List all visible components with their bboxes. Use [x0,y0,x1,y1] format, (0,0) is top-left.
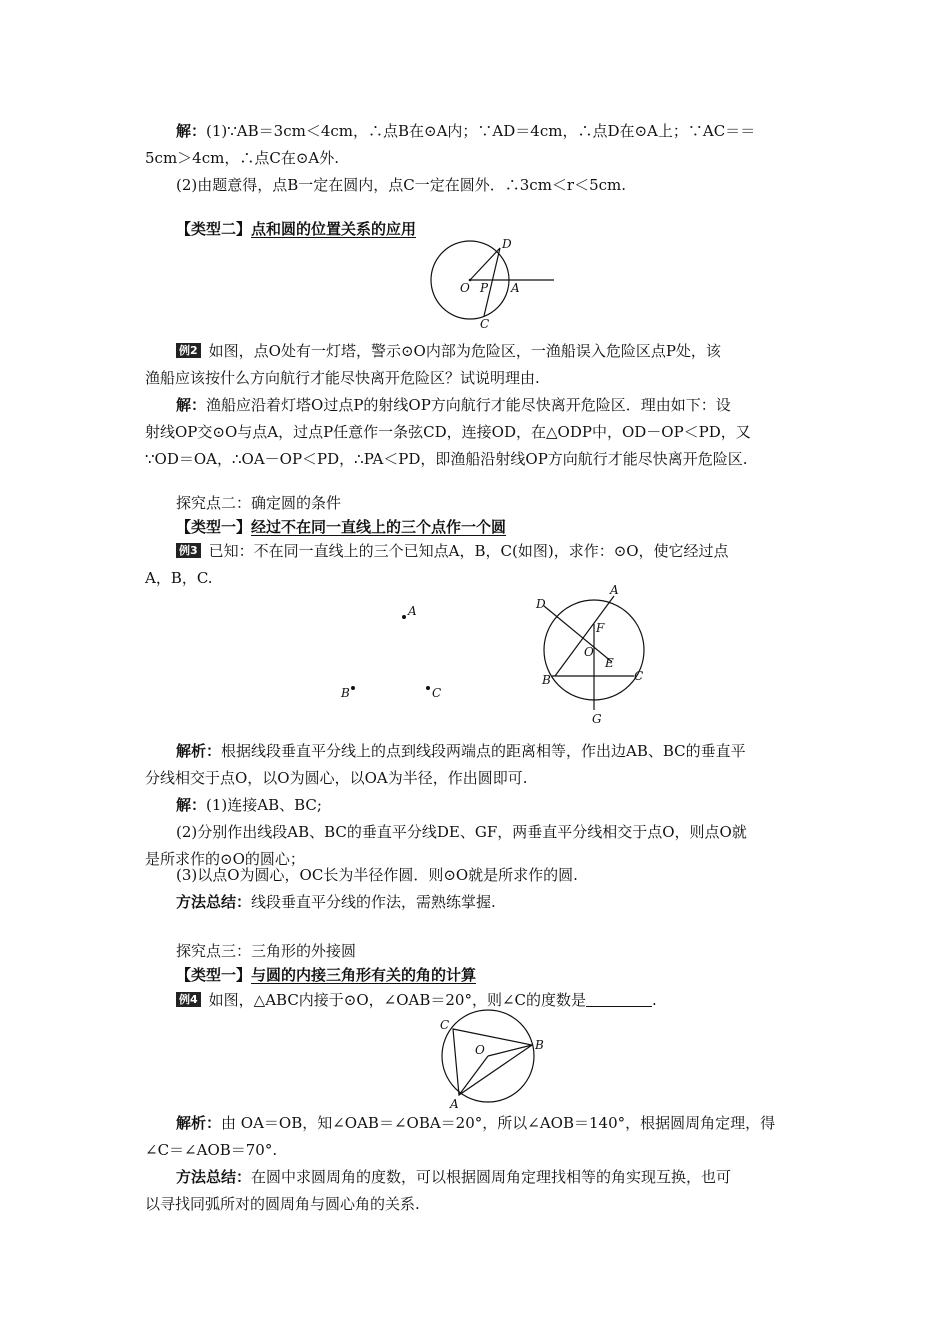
method-text: 线段垂直平分线的作法，需熟练掌握. [251,893,496,911]
analysis3 [176,740,746,762]
solution-text: (1)连接AB、BC; [206,796,322,814]
type-bracket: 【类型一】 [176,966,252,984]
label-b: B [341,686,350,700]
label-a: A [408,604,417,618]
method-text: 在圆中求圆周角的度数，可以根据圆周角定理找相等的角实现互换，也可 [251,1168,732,1186]
label-c: C [432,686,442,700]
solution-line: (3)以点O为圆心，OC长为半径作圆．则⊙O就是所求作的圆. [176,866,578,884]
label-b: B [535,1038,544,1052]
solution-line: (2)由题意得，点B一定在圆内，点C一定在圆外．∴3cm＜r＜5cm. [176,176,627,194]
label-b: B [542,673,551,687]
point-c [426,686,430,690]
solution-label: 解： [176,796,207,814]
solution-label: 解： [176,396,207,414]
solution-line: 是所求作的⊙O的圆心； [145,850,305,868]
label-e: E [605,656,614,670]
point-a [402,615,406,619]
label-c: C [634,669,644,683]
point-b [351,686,355,690]
type-heading [176,516,506,538]
method-label: 方法总结： [176,893,252,911]
label-o: O [584,645,594,659]
question-end: . [652,991,657,1009]
solution-label: 解： [176,122,207,140]
example-tag: 例2 [176,343,201,358]
solution-line: 5cm＞4cm，∴点C在⊙A外. [145,149,339,167]
example4-question [176,989,657,1011]
question-line: A，B，C. [145,569,213,587]
example3-question [176,540,729,562]
solution-line: (2)分别作出线段AB、BC的垂直平分线DE、GF，两垂直平分线相交于点O，则点O就 [176,823,747,841]
label-o: O [475,1043,485,1057]
example2-solution [176,394,731,416]
type-bracket: 【类型一】 [176,518,252,536]
solution3-step1 [176,794,322,816]
analysis-text: 由 OA＝OB，知∠OAB＝∠OBA＝20°，所以∠AOB＝140°，根据圆周角定理，得 [221,1114,776,1132]
solution-part1 [176,120,755,142]
label-p: P [480,281,489,295]
type-heading [176,218,416,240]
figure-circle-construction [530,582,655,727]
label-a: A [511,281,520,295]
type-title: 点和圆的位置关系的应用 [251,220,417,238]
segment-od [470,248,500,280]
analysis-line: 分线相交于点O，以O为圆心，以OA为半径，作出圆即可. [145,769,528,787]
analysis-text: 根据线段垂直平分线上的点到线段两端点的距离相等，作出边AB、BC的垂直平 [221,742,746,760]
answer-blank[interactable] [586,992,652,1007]
label-f: F [596,621,605,635]
section-heading: 探究点三：三角形的外接圆 [176,942,357,960]
label-a: A [450,1097,459,1111]
example-tag: 例4 [176,992,201,1007]
label-d: D [536,597,546,611]
solution-line: ∵OD＝OA，∴OA－OP＜PD，∴PA＜PD，即渔船沿射线OP方向航行才能尽快离开危险区. [145,450,748,468]
solution-text: (1)∵AB＝3cm＜4cm，∴点B在⊙A内；∵AD＝4cm，∴点D在⊙A上；∵AC＝＝ [206,122,756,140]
figure-circle-lighthouse [420,232,570,337]
label-c: C [480,317,490,331]
question-line: 渔船应该按什么方向航行才能尽快离开危险区？试说明理由. [145,369,540,387]
analysis-line: ∠C＝∠AOB＝70°. [145,1141,278,1159]
question-text: 已知：不在同一直线上的三个已知点A，B，C(如图)，求作：⊙O，使它经过点 [208,542,729,560]
type-title: 经过不在同一直线上的三个点作一个圆 [251,518,507,536]
type-heading [176,964,476,986]
analysis-label: 解析： [176,742,222,760]
method-line: 以寻找同弧所对的圆周角与圆心角的关系. [145,1195,420,1213]
label-g: G [592,712,602,726]
label-d: D [502,237,512,251]
label-c: C [440,1018,450,1032]
method-label: 方法总结： [176,1168,252,1186]
triangle-abc [453,1029,532,1095]
method-summary [176,891,496,913]
segment-ob [488,1045,532,1056]
question-text: 如图，△ABC内接于⊙O，∠OAB＝20°，则∠C的度数是 [208,991,587,1009]
solution-text: 渔船应沿着灯塔O过点P的射线OP方向航行才能尽快离开危险区．理由如下：设 [206,396,731,414]
analysis-label: 解析： [176,1114,222,1132]
figure-inscribed-triangle [430,1012,550,1112]
question-text: 如图，点O处有一灯塔，警示⊙O内部为危险区，一渔船误入危险区点P处，该 [208,342,721,360]
type-bracket: 【类型二】 [176,220,252,238]
figure-three-points [335,595,455,705]
section-heading: 探究点二：确定圆的条件 [176,494,342,512]
type-title: 与圆的内接三角形有关的角的计算 [251,966,477,984]
label-o: O [460,281,470,295]
label-a: A [610,583,619,597]
solution-line: 射线OP交⊙O与点A，过点P任意作一条弦CD，连接OD，在△ODP中，OD－OP＜PD，又 [145,423,751,441]
analysis4 [176,1112,775,1134]
segment-oa [459,1056,488,1095]
example-tag: 例3 [176,543,201,558]
method-summary [176,1166,731,1188]
example2-question [176,340,721,362]
